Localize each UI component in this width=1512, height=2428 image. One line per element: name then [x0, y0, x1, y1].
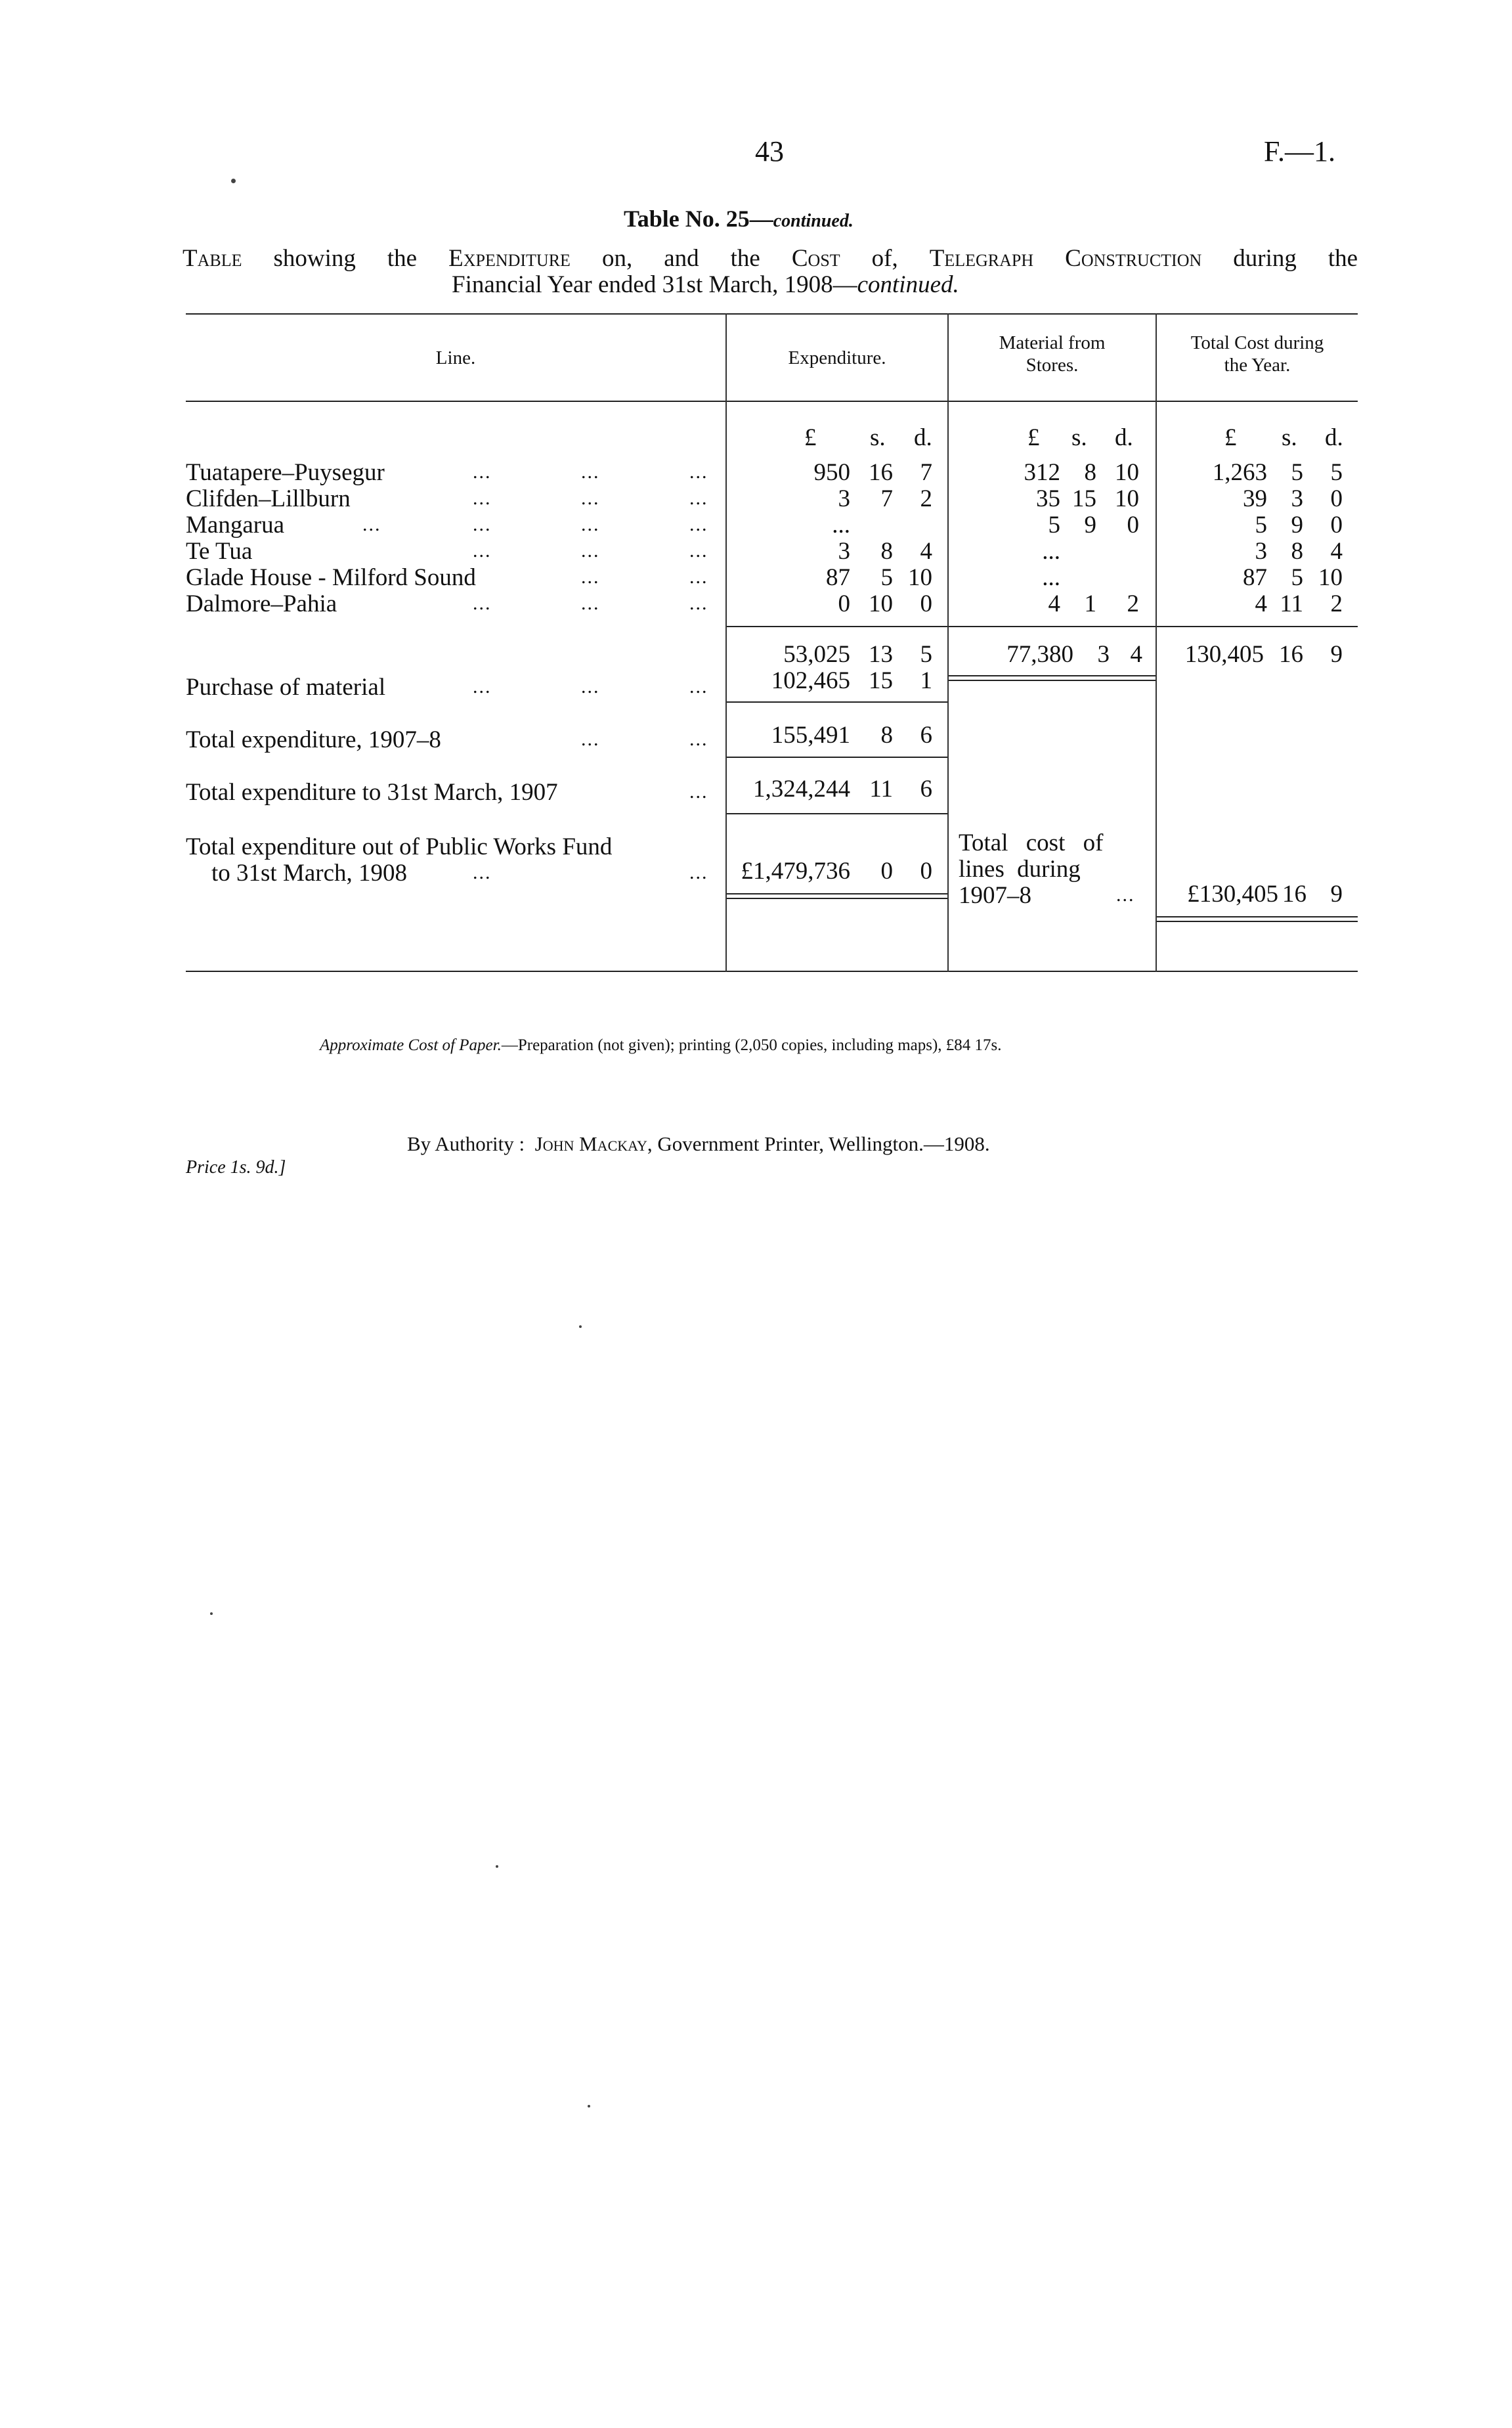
column-divider-1 — [725, 313, 727, 972]
subtotal-rule-mat — [949, 626, 1156, 627]
leader-dots: ... — [473, 514, 492, 535]
mat-shillings: 9 — [1084, 512, 1096, 539]
leader-dots: ... — [689, 461, 708, 483]
purchase-pounds: 102,465 — [771, 667, 850, 694]
tot-pence: 0 — [1330, 485, 1343, 512]
unit-shillings-exp: s. — [870, 424, 886, 451]
exp-shillings: 16 — [869, 459, 893, 486]
leader-dots: ... — [581, 566, 600, 588]
subtotal-tot-shillings: 16 — [1279, 641, 1303, 668]
cost-label-line2: lines during — [959, 856, 1081, 883]
purchase-label: Purchase of material — [186, 674, 386, 701]
mat-pence: 10 — [1115, 485, 1139, 512]
row-label: Clifden–Lillburn — [186, 485, 351, 512]
leader-dots: ... — [581, 540, 600, 562]
leader-dots: ... — [581, 487, 600, 509]
tot-shillings: 8 — [1291, 538, 1303, 565]
heading-word-4: on, and the — [601, 245, 760, 272]
leader-dots: ... — [689, 862, 708, 883]
mat-double-rule-2 — [949, 680, 1156, 681]
scan-speck — [496, 1865, 498, 1868]
cost-pence: 9 — [1330, 881, 1343, 908]
mat-pence: 0 — [1127, 512, 1139, 539]
leader-dots: ... — [689, 728, 708, 750]
column-header-line: Line. — [435, 347, 476, 368]
mat-pounds: 5 — [1048, 512, 1060, 539]
leader-dots: ... — [689, 540, 708, 562]
total-1907-8-pounds: 155,491 — [771, 722, 850, 749]
printer-name: John Mackay — [534, 1132, 647, 1155]
exp-shillings: 5 — [880, 564, 893, 591]
heading-line2-continued: continued. — [857, 271, 959, 298]
unit-shillings-tot: s. — [1282, 424, 1297, 451]
heading-word-expenditure: Expenditure — [448, 245, 571, 272]
tot-pounds: 4 — [1255, 590, 1267, 617]
leader-dots: ... — [689, 514, 708, 535]
unit-pence-tot: d. — [1325, 424, 1343, 451]
table-bottom-rule — [186, 971, 1358, 972]
unit-shillings-mat: s. — [1071, 424, 1087, 451]
leader-dots: ... — [581, 461, 600, 483]
ink-speck — [231, 179, 236, 183]
tot-pounds: 5 — [1255, 512, 1267, 539]
exp-pounds: 950 — [813, 459, 850, 486]
mat-pounds: 4 — [1048, 590, 1060, 617]
exp-pence: 4 — [920, 538, 932, 565]
mat-pence: 2 — [1127, 590, 1139, 617]
cost-label-line3: 1907–8 — [959, 882, 1031, 909]
tot-pence: 10 — [1318, 564, 1343, 591]
column-header-total-cost — [1157, 332, 1358, 376]
leader-dots: ... — [1116, 884, 1135, 906]
row-label: Glade House - Milford Sound — [186, 564, 476, 591]
heading-word-2: showing the — [273, 245, 418, 272]
tot-pence: 2 — [1330, 590, 1343, 617]
heading-word-cost: Cost — [791, 245, 840, 272]
subtotal-tot-pence: 9 — [1330, 641, 1343, 668]
pwf-label-line1: Total expenditure out of Public Works Fund — [186, 833, 613, 860]
unit-pence-mat: d. — [1115, 424, 1133, 451]
leader-dots: ... — [362, 514, 381, 535]
row-label: Dalmore–Pahia — [186, 590, 337, 617]
exp-pounds: 3 — [838, 485, 850, 512]
table-title — [624, 205, 853, 232]
leader-dots: ... — [473, 487, 492, 509]
tot-shillings: 9 — [1291, 512, 1303, 539]
heading-word-6: of, — [871, 245, 898, 272]
mat-pounds: 312 — [1024, 459, 1060, 486]
to-march-1907-shillings: 11 — [869, 776, 893, 803]
leader-dots: ... — [473, 540, 492, 562]
leader-dots: ... — [473, 461, 492, 483]
column-header-total-line1: Total Cost during — [1190, 332, 1324, 353]
purchase-pence: 1 — [920, 667, 932, 694]
purchase-rule — [727, 701, 947, 703]
subtotal-rule-exp — [727, 626, 947, 627]
price-note: Price 1s. 9d.] — [186, 1157, 286, 1178]
mat-pounds: ... — [1042, 564, 1060, 591]
leader-dots: ... — [689, 781, 708, 803]
exp-pence: 10 — [908, 564, 932, 591]
cost-double-rule-2 — [1157, 921, 1358, 922]
leader-dots: ... — [581, 592, 600, 614]
pwf-label-line2: to 31st March, 1908 — [211, 860, 408, 887]
leader-dots: ... — [689, 487, 708, 509]
mat-shillings: 1 — [1084, 590, 1096, 617]
header-bottom-rule — [186, 401, 1358, 402]
pwf-pence: 0 — [920, 858, 932, 885]
mat-shillings: 8 — [1084, 459, 1096, 486]
exp-pounds: 3 — [838, 538, 850, 565]
pwf-shillings: 0 — [880, 858, 893, 885]
tot-shillings: 3 — [1291, 485, 1303, 512]
column-divider-2 — [947, 313, 949, 972]
tot-shillings: 5 — [1291, 459, 1303, 486]
cost-label-line1: Total cost of — [959, 829, 1104, 856]
paper-cost-note-label: Approximate Cost of Paper. — [320, 1036, 502, 1054]
to-march-1907-pounds: 1,324,244 — [753, 776, 850, 803]
column-header-expenditure: Expenditure. — [788, 347, 886, 368]
subtotal-rule-tot — [1157, 626, 1358, 627]
leader-dots: ... — [473, 592, 492, 614]
table-top-rule — [186, 313, 1358, 315]
tot-pounds: 3 — [1255, 538, 1267, 565]
subtotal-mat-pence: 4 — [1130, 641, 1142, 668]
tot-shillings: 11 — [1280, 590, 1303, 617]
leader-dots: ... — [689, 566, 708, 588]
column-header-material-line2: Stores. — [1026, 355, 1079, 376]
leader-dots: ... — [581, 676, 600, 697]
total-1907-8-shillings: 8 — [880, 722, 893, 749]
column-header-material-line1: Material from — [999, 332, 1106, 353]
table-number: Table No. 25— — [624, 206, 773, 232]
table-heading-line2 — [452, 271, 959, 299]
authority-rest: , Government Printer, Wellington.—1908. — [647, 1132, 990, 1155]
printer-authority — [407, 1132, 990, 1156]
leader-dots: ... — [581, 514, 600, 535]
mat-shillings: 15 — [1072, 485, 1096, 512]
row-label: Te Tua — [186, 538, 253, 565]
leader-dots: ... — [689, 592, 708, 614]
tot-pence: 0 — [1330, 512, 1343, 539]
exp-shillings: 10 — [869, 590, 893, 617]
purchase-shillings: 15 — [869, 667, 893, 694]
total-1907-8-pence: 6 — [920, 722, 932, 749]
tot-pounds: 87 — [1243, 564, 1267, 591]
exp-shillings: 8 — [880, 538, 893, 565]
exp-pounds: 87 — [826, 564, 850, 591]
leader-dots: ... — [689, 676, 708, 697]
leader-dots: ... — [473, 676, 492, 697]
heading-word-8: during the — [1233, 245, 1358, 272]
cost-shillings: 16 — [1282, 881, 1307, 908]
tot-shillings: 5 — [1291, 564, 1303, 591]
paper-cost-note — [320, 1036, 1002, 1055]
authority-prefix: By Authority : — [407, 1132, 525, 1155]
row-label: Mangarua — [186, 512, 284, 539]
cost-double-rule-1 — [1157, 916, 1358, 917]
leader-dots: ... — [473, 862, 492, 883]
to-march-1907-rule — [727, 813, 947, 814]
exp-pounds: 0 — [838, 590, 850, 617]
exp-shillings: 7 — [880, 485, 893, 512]
subtotal-tot-pounds: 130,405 — [1184, 641, 1264, 668]
mat-pence: 10 — [1115, 459, 1139, 486]
tot-pounds: 1,263 — [1212, 459, 1267, 486]
scan-speck — [588, 2105, 590, 2108]
scan-speck — [579, 1325, 582, 1328]
mat-pounds: 35 — [1036, 485, 1060, 512]
leader-dots: ... — [581, 728, 600, 750]
pwf-double-rule-1 — [727, 893, 947, 894]
total-1907-8-label: Total expenditure, 1907–8 — [186, 726, 441, 753]
subtotal-mat-shillings: 3 — [1097, 641, 1110, 668]
column-divider-3 — [1156, 313, 1157, 972]
column-header-material — [949, 332, 1156, 376]
page-code: F.—1. — [1264, 135, 1335, 167]
heading-word-table: Table — [183, 245, 242, 272]
tot-pence: 4 — [1330, 538, 1343, 565]
mat-double-rule-1 — [949, 675, 1156, 676]
scan-speck — [210, 1612, 213, 1615]
column-header-total-line2: the Year. — [1224, 355, 1291, 376]
subtotal-exp-pounds: 53,025 — [783, 641, 850, 668]
unit-pounds-exp: £ — [804, 424, 817, 451]
subtotal-exp-shillings: 13 — [869, 641, 893, 668]
to-march-1907-label: Total expenditure to 31st March, 1907 — [186, 779, 558, 806]
table-heading — [183, 244, 1358, 273]
pwf-pounds: £1,479,736 — [741, 858, 850, 885]
mat-pounds: ... — [1042, 538, 1060, 565]
unit-pounds-mat: £ — [1027, 424, 1040, 451]
heading-line2-text: Financial Year ended 31st March, 1908— — [452, 271, 857, 298]
cost-pounds: £130,405 — [1187, 881, 1278, 908]
tot-pounds: 39 — [1243, 485, 1267, 512]
exp-pence: 2 — [920, 485, 932, 512]
tot-pence: 5 — [1330, 459, 1343, 486]
pwf-double-rule-2 — [727, 898, 947, 899]
exp-pence: 0 — [920, 590, 932, 617]
page-number: 43 — [755, 135, 784, 167]
paper-cost-note-text: —Preparation (not given); printing (2,050 copies, including maps), £84 17s. — [501, 1036, 1002, 1054]
row-label: Tuatapere–Puysegur — [186, 459, 385, 486]
subtotal-mat-pounds: 77,380 — [1006, 641, 1073, 668]
exp-pence: 7 — [920, 459, 932, 486]
unit-pounds-tot: £ — [1224, 424, 1237, 451]
heading-word-telegraph: Telegraph Construction — [929, 245, 1202, 272]
unit-pence-exp: d. — [914, 424, 932, 451]
to-march-1907-pence: 6 — [920, 776, 932, 803]
exp-pounds: ... — [832, 512, 850, 539]
subtotal-exp-pence: 5 — [920, 641, 932, 668]
table-continued: continued. — [773, 211, 853, 231]
total-1907-8-rule — [727, 757, 947, 758]
